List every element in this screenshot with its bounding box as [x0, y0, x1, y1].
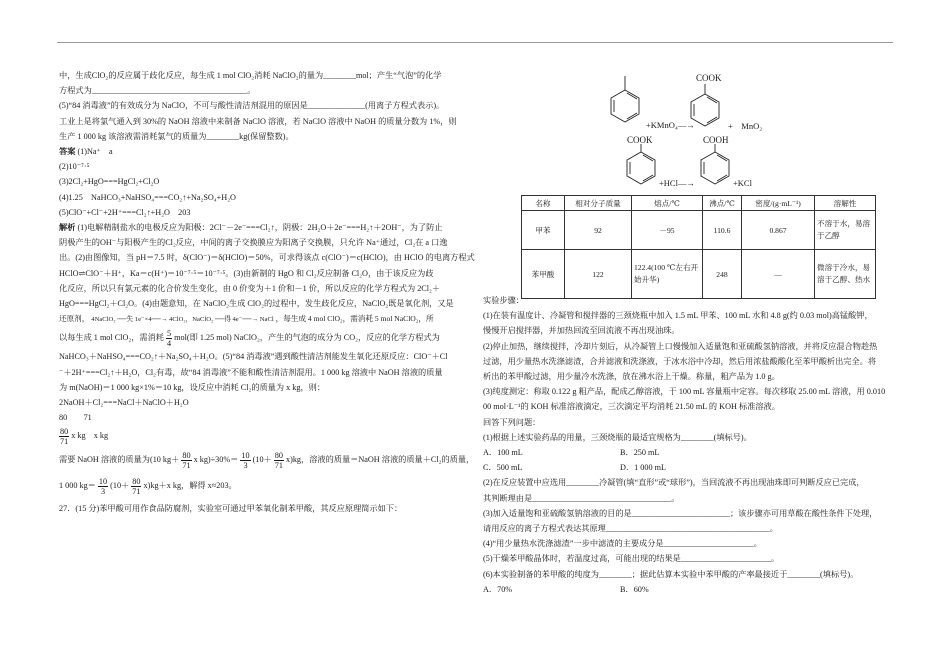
text-line: 回答下列问题：	[483, 417, 541, 427]
analysis-line: NaHCO₃＋NaHSO₄===CO₂↑＋Na₂SO₄＋H₂O。(5)“84 消毒液”遇到酸性清洁剂能发生氧化还原反应：ClO⁻＋Cl	[59, 352, 448, 362]
text-fragment: 还原剂，	[59, 314, 90, 324]
text-fragment: (10＋	[110, 481, 130, 491]
text-line: 工业上是将氯气通入到 30%的 NaOH 溶液中来制备 NaClO 溶液，若 NaClO 溶液中 NaOH 的质量分数为 1%，则	[59, 116, 457, 126]
text-fragment: 以每生成 1 mol ClO₂，需消耗	[59, 333, 164, 343]
equation-proportion	[59, 425, 464, 447]
options-line	[483, 460, 895, 475]
fraction	[166, 329, 172, 348]
question-line: (3)加入适量饱和亚硫酸氢钠溶液的目的是________________________；该步骤亦可用草酸在酸性条件下处理，	[483, 508, 878, 518]
fraction	[181, 451, 191, 470]
question-line: (2)在反应装置中应选用________冷凝管(填“直形”或“球形”)，当回流液不再出现油珠即可判断反应已完成，	[483, 478, 865, 488]
fraction	[240, 451, 250, 470]
analysis-line: 为 m(NaOH)＝1 000 kg×1%＝10 kg，设反应中消耗 Cl₂的质量为 x kg，则：	[59, 382, 326, 392]
fraction-denominator: 3	[100, 487, 106, 497]
table-cell: 248	[703, 250, 742, 299]
table-header: 熔点/℃	[632, 196, 703, 211]
answer-label: 答案	[59, 147, 76, 157]
table-header-row	[522, 196, 876, 211]
text-line: 析出的苯甲酸过滤，用少量冷水洗涤，放在沸水浴上干燥。称量，粗产品为 1.0 g。	[483, 372, 780, 382]
fraction-numerator: 80	[132, 477, 141, 487]
analysis-text: (1)电解精制盐水的电极反应为阳极：2Cl⁻－2e⁻===Cl₂↑，阴极：2H₂O＋2e⁻===H₂↑＋2OH⁻，为了防止	[77, 223, 443, 233]
table-header: 密度/(g·mL⁻¹)	[742, 196, 815, 211]
steps-title: 实验步骤：	[483, 296, 524, 305]
fraction-numerator: 80	[182, 451, 191, 461]
table-header: 沸点/℃	[703, 196, 742, 211]
fraction-denominator: 4	[167, 339, 172, 349]
table-header: 相对分子质量	[565, 196, 632, 211]
table-cell: 甲苯	[522, 211, 565, 250]
analysis-line: HClO⇌ClO⁻＋H⁺，Ka＝c(H⁺)＝10⁻⁷·⁵＝10⁻⁷·⁵。(3)由新制的 HgO 和 Cl₂反应制备 Cl₂O，由于该反应为歧	[59, 268, 434, 278]
option-b: B．250 mL	[620, 448, 660, 458]
table-header: 溶解性	[815, 196, 876, 211]
electron-transfer-scheme: 4NaClO₂ ──失 1e⁻×4──→ 4ClO₂，NaClO₂ ──得 4e⁻──→ NaCl	[91, 316, 274, 324]
question-line: (1)根据上述实验药品的用量，三颈烧瓶的最适宜规格为________(填标号)。	[483, 432, 752, 442]
reagent-kmno4: +KMnO₄—→	[646, 120, 695, 130]
text-line: 中，生成ClO₂的反应属于歧化反应，每生成 1 mol ClO₂消耗 NaClO₂的量为________mol；产生“气泡”的化学	[59, 71, 442, 80]
fraction	[59, 427, 69, 446]
left-column	[59, 68, 475, 517]
table-cell: 苯甲酸	[522, 250, 565, 299]
text-line: (3)纯度测定：称取 0.122 g 粗产品，配成乙醇溶液，于 100 mL 容量瓶中定容。每次移取 25.00 mL 溶液，用 0.010	[483, 387, 886, 397]
text-line: (5)“84 消毒液”的有效成分为 NaClO，不可与酸性清洁剂混用的原因是______________(用离子方程式表示)。	[59, 101, 445, 111]
benzene-rings-drawing	[583, 70, 883, 195]
analysis-line	[59, 449, 475, 471]
table-cell: 122	[565, 250, 632, 299]
cook-label: COOK	[696, 73, 722, 83]
text-fragment: x kg)÷30%＝	[193, 455, 239, 465]
answer-line	[59, 144, 464, 159]
answer-line: (2)10⁻⁷·⁵	[59, 162, 90, 172]
analysis-line	[59, 327, 464, 349]
analysis-line: 阴极产生的OH⁻与阳极产生的Cl₂反应，中间的离子交换膜应为阳离子交换膜，只允许 Na⁺通过，Cl₂在 a 口逸	[59, 238, 448, 248]
header-rule	[57, 42, 893, 43]
fraction-numerator: 80	[60, 427, 69, 437]
question-line: (6)本实验制备的苯甲酸的纯度为________；据此估算本实验中苯甲酸的产率最接近于________(填标号)。	[483, 569, 859, 579]
product-mno2: + MnO₂	[728, 121, 763, 131]
right-column	[483, 293, 895, 597]
text-fragment: x kg x kg	[71, 431, 109, 441]
text-line: (1)在装有温度计、冷凝管和搅拌器的三颈烧瓶中加入 1.5 mL 甲苯、100 mL 水和 4.8 g(约 0.03 mol)高锰酸钾，	[483, 311, 873, 321]
analysis-line	[59, 475, 464, 497]
text-line: 生产 1 000 kg 该溶液需消耗氯气的质量为________kg(保留整数)。	[59, 131, 294, 141]
table-cell: 92	[565, 211, 632, 250]
table-cell: －95	[632, 211, 703, 250]
reaction-scheme	[583, 70, 883, 195]
fraction-denominator: 3	[243, 461, 248, 471]
equation-line: 2NaOH＋Cl₂===NaCl＋NaClO＋H₂O	[59, 398, 189, 408]
question-line: (5)干燥苯甲酸晶体时，若温度过高，可能出现的结果是______________________。	[483, 554, 780, 564]
text-fragment: 1 000 kg＝	[59, 481, 96, 491]
toluene-ring	[611, 90, 639, 122]
analysis-line: HgO===HgCl₂＋Cl₂O。(4)由题意知，在 NaClO₂生成 ClO₂的过程中，发生歧化反应，NaClO₂既是氧化剂，又是	[59, 299, 454, 309]
equation-masses: 80 71	[59, 413, 92, 423]
options-line	[483, 582, 895, 597]
question-line: 其判断理由是__________________________________。	[483, 493, 680, 503]
table-cell: 不溶于水，易溶于乙醇	[815, 211, 876, 250]
fraction-denominator: 71	[182, 461, 191, 471]
table-cell: —	[742, 250, 815, 299]
benzoate-ring	[691, 94, 719, 126]
table-cell: 110.6	[703, 211, 742, 250]
answer-line: (5)ClO⁻+Cl⁻+2H⁺===Cl₂↑+H₂O 203	[59, 207, 191, 217]
option-d: D．1 000 mL	[620, 463, 666, 473]
question-27-intro: 27．(15 分)苯甲酸可用作食品防腐剂，实验室可通过甲苯氧化制苯甲酸，其反应原理简示如下：	[59, 504, 403, 514]
properties-table	[521, 195, 876, 299]
fraction-numerator: 80	[274, 451, 283, 461]
fraction	[98, 477, 108, 496]
text-fragment: ，每生成 4 mol ClO₂，需消耗 5 mol NaClO₂，所	[275, 314, 434, 324]
analysis-line: ⁻＋2H⁺===Cl₂↑＋H₂O，Cl₂有毒，故“84 消毒液”不能和酸性清洁剂混用。1 000 kg 溶液中 NaOH 溶液的质量	[59, 367, 443, 377]
question-line: (4)“用少量热水洗涤滤渣”一步中滤渣的主要成分是______________________。	[483, 539, 762, 549]
fraction-numerator: 10	[98, 477, 108, 487]
product-kcl: +KCl	[733, 178, 752, 188]
text-fragment: 需要 NaOH 溶液的质量为(10 kg＋	[59, 455, 180, 465]
fraction-numerator: 10	[241, 451, 250, 461]
fraction-denominator: 71	[60, 437, 69, 447]
table-row	[522, 211, 876, 250]
text-fragment: x)kg＋x kg，解得 x≈203。	[143, 481, 237, 491]
text-fragment: (10＋	[252, 455, 272, 465]
text-line: 方程式为______________________________________。	[59, 86, 256, 96]
table-header: 名称	[522, 196, 565, 211]
fraction	[274, 451, 284, 470]
reagent-hcl: +HCl—→	[659, 178, 695, 188]
benzoic-acid-ring	[701, 152, 729, 184]
table-row	[522, 250, 876, 299]
benzoate-ring-2	[627, 152, 655, 184]
analysis-line: 化反应，所以只有氯元素的化合价发生变化，由 0 价变为＋1 价和－1 价，所以反应的化学方程式为 2Cl₂＋	[59, 283, 441, 293]
table-cell: 122.4(100 ℃左右开始升华)	[632, 250, 703, 299]
answer-line: (3)2Cl₂+HgO===HgCl₂+Cl₂O	[59, 177, 160, 187]
option-a: A．100 mL	[483, 448, 523, 458]
text-line: 过滤，用少量热水洗涤滤渣，合并滤液和洗涤液，于冰水浴中冷却，然后用浓盐酸酸化至苯甲酸析出完全。将	[483, 356, 877, 366]
option-c: C．500 mL	[483, 463, 523, 473]
answer-text: (1)Na⁺ a	[77, 147, 113, 157]
question-line: 请用反应的离子方程式表达其原理________________________________________。	[483, 524, 778, 534]
options-line	[483, 445, 895, 460]
fraction-denominator: 71	[274, 461, 283, 471]
analysis-line	[59, 220, 464, 235]
fraction	[131, 477, 141, 496]
text-line: 00 mol·L⁻¹的 KOH 标准溶液滴定，三次滴定平均消耗 21.50 mL 的 KOH 标准溶液。	[483, 402, 780, 412]
text-fragment: mol(即 1.25 mol) NaClO₂，产生的气泡的成分为 CO₂，反应的化学方程式为	[174, 333, 440, 343]
text-line: (2)停止加热，继续搅拌，冷却片刻后，从冷凝管上口慢慢加入适量饱和亚硫酸氢钠溶液，并将反应混合物趁热	[483, 341, 878, 351]
fraction-denominator: 71	[132, 487, 141, 497]
analysis-line: 出。(2)由图像知，当 pH＝7.5 时，δ(ClO⁻)＝δ(HClO)＝50%，可求得该点 c(ClO⁻)＝c(HClO)，由 HClO 的电离方程式	[59, 253, 475, 263]
analysis-label: 解析	[59, 223, 76, 233]
fraction-numerator: 5	[167, 329, 172, 339]
answer-line: (4)1.25 NaHCO₃+NaHSO₄===CO₂↑+Na₂SO₄+H₂O	[59, 192, 236, 202]
cooh-label: COOH	[703, 135, 729, 145]
text-fragment: x)kg，溶液的质量＝NaOH 溶液的质量＋Cl₂的质量，	[286, 455, 475, 465]
table-cell: 0.867	[742, 211, 815, 250]
text-line: 慢慢开启搅拌器，并加热回流至回流液不再出现油珠。	[483, 326, 680, 336]
option-a: A．70%	[483, 584, 513, 594]
cook-label-2: COOK	[627, 135, 653, 145]
analysis-line	[59, 311, 464, 327]
table-cell: 微溶于冷水，易溶于乙醇、热水	[815, 250, 876, 299]
option-b: B．60%	[620, 584, 649, 594]
